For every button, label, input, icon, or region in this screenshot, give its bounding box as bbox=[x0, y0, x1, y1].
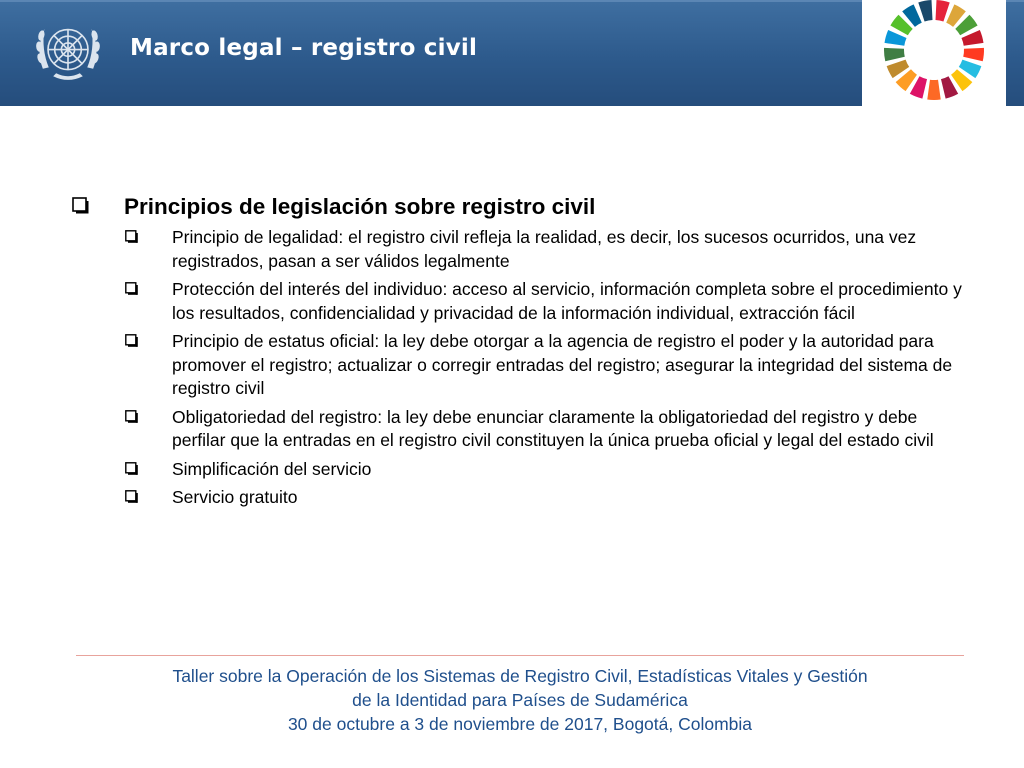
list-item-text: Principio de legalidad: el registro civil refleja la realidad, es decir, los sucesos ocurridos, una vez registrados, pasan a ser válidos legalmente bbox=[172, 227, 917, 271]
list-item-text: Obligatoriedad del registro: la ley debe enunciar claramente la obligatoriedad del registro y debe perfilar que la entradas en el registro civil constituyen la única prueba oficial y legal del estado civil bbox=[172, 406, 934, 450]
checkbox-bullet-icon bbox=[125, 230, 138, 243]
main-bullet bbox=[72, 192, 972, 222]
footer-divider bbox=[76, 655, 964, 656]
footer-line-2: de la Identidad para Países de Sudamérica bbox=[352, 690, 688, 710]
header-bar bbox=[0, 0, 1024, 106]
footer bbox=[0, 664, 1024, 736]
sdg-wheel-segment bbox=[936, 0, 950, 21]
checkbox-bullet-icon bbox=[125, 410, 138, 423]
list-item bbox=[72, 406, 972, 453]
checkbox-bullet-icon bbox=[125, 462, 138, 475]
main-heading: Principios de legislación sobre registro civil bbox=[124, 194, 596, 219]
footer-line-3: 30 de octubre a 3 de noviembre de 2017, Bogotá, Colombia bbox=[287, 714, 753, 734]
footer-line-1: Taller sobre la Operación de los Sistemas de Registro Civil, Estadísticas Vitales y Gestión bbox=[172, 666, 868, 686]
sdg-wheel-segment bbox=[884, 48, 905, 61]
slide-title: Marco legal – registro civil bbox=[130, 35, 478, 61]
list-item bbox=[72, 330, 972, 401]
checkbox-bullet-icon bbox=[72, 197, 89, 214]
list-item-text: Protección del interés del individuo: acceso al servicio, información completa sobre el procedimiento y los resultados, confidencialidad y privacidad de la información individual, extracción fácil bbox=[172, 279, 962, 323]
sdg-wheel-segment bbox=[927, 80, 940, 100]
list-item-text: Simplificación del servicio bbox=[172, 458, 372, 479]
list-item-text: Principio de estatus oficial: la ley debe otorgar a la agencia de registro el poder y la autoridad para promover el registro; actualizar o corregir entradas del registro; asegurar la integridad del sistema de registro civil bbox=[172, 331, 953, 398]
checkbox-bullet-icon bbox=[125, 490, 138, 503]
content-area bbox=[72, 192, 972, 515]
un-emblem-icon bbox=[31, 17, 105, 91]
list-item bbox=[72, 278, 972, 325]
list-item bbox=[72, 458, 972, 482]
sdg-wheel-segment bbox=[963, 48, 984, 61]
checkbox-bullet-icon bbox=[125, 282, 138, 295]
sdg-wheel-icon bbox=[875, 0, 993, 106]
checkbox-bullet-icon bbox=[125, 334, 138, 347]
list-item-text: Servicio gratuito bbox=[172, 487, 298, 507]
list-item bbox=[72, 486, 972, 510]
principles-list bbox=[72, 226, 972, 510]
list-item bbox=[72, 226, 972, 273]
sdg-logo-panel bbox=[862, 0, 1006, 106]
sdg-wheel-segment bbox=[918, 0, 932, 21]
